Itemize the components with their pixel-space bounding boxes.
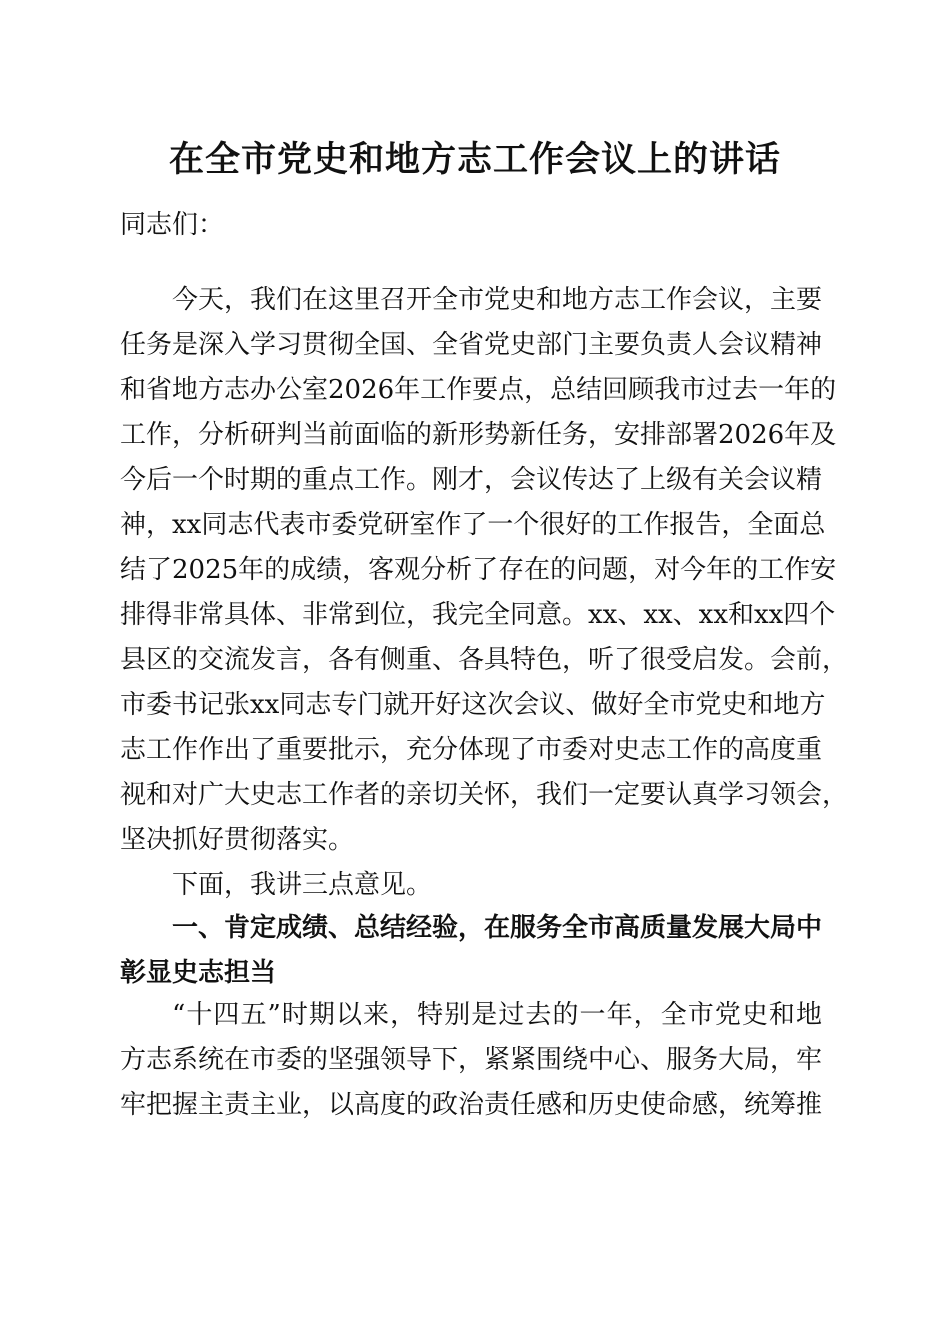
paragraph-line: 排得非常具体、非常到位，我完全同意。xx、xx、xx和xx四个 xyxy=(120,600,836,630)
paragraph-line: 志工作作出了重要批示，充分体现了市委对史志工作的高度重 xyxy=(120,735,823,765)
document-title: 在全市党史和地方志工作会议上的讲话 xyxy=(168,139,781,180)
paragraph-line: 神，xx同志代表市委党研室作了一个很好的工作报告，全面总 xyxy=(120,510,826,540)
paragraph-line: “十四五”时期以来，特别是过去的一年，全市党史和地 xyxy=(172,1000,822,1030)
paragraph-line: 和省地方志办公室2026年工作要点，总结回顾我市过去一年的 xyxy=(120,375,837,405)
paragraph-line: 方志系统在市委的坚强领导下，紧紧围绕中心、服务大局，牢 xyxy=(120,1045,823,1075)
paragraph-line: 牢把握主责主业，以高度的政治责任感和历史使命感，统筹推 xyxy=(120,1090,823,1120)
paragraph-line: 视和对广大史志工作者的亲切关怀，我们一定要认真学习领会， xyxy=(120,780,849,810)
paragraph-line: 下面，我讲三点意见。 xyxy=(172,870,433,900)
paragraph-line: 结了2025年的成绩，客观分析了存在的问题，对今年的工作安 xyxy=(120,555,837,585)
paragraph-line: 同志们： xyxy=(120,210,225,240)
paragraph-line: 市委书记张xx同志专门就开好这次会议、做好全市党史和地方 xyxy=(120,690,826,720)
paragraph-line: 任务是深入学习贯彻全国、全省党史部门主要负责人会议精神 xyxy=(120,330,823,360)
paragraph-line: 今天，我们在这里召开全市党史和地方志工作会议，主要 xyxy=(172,285,823,315)
paragraph-line: 县区的交流发言，各有侧重、各具特色，听了很受启发。会前， xyxy=(120,645,849,675)
paragraph-line: 坚决抓好贯彻落实。 xyxy=(120,825,355,855)
section-heading-line: 彰显史志担当 xyxy=(120,958,277,988)
section-heading-line: 一、肯定成绩、总结经验，在服务全市高质量发展大局中 xyxy=(172,913,823,943)
paragraph-line: 今后一个时期的重点工作。刚才，会议传达了上级有关会议精 xyxy=(120,465,823,495)
paragraph-line: 工作，分析研判当前面临的新形势新任务，安排部署2026年及 xyxy=(120,420,837,450)
